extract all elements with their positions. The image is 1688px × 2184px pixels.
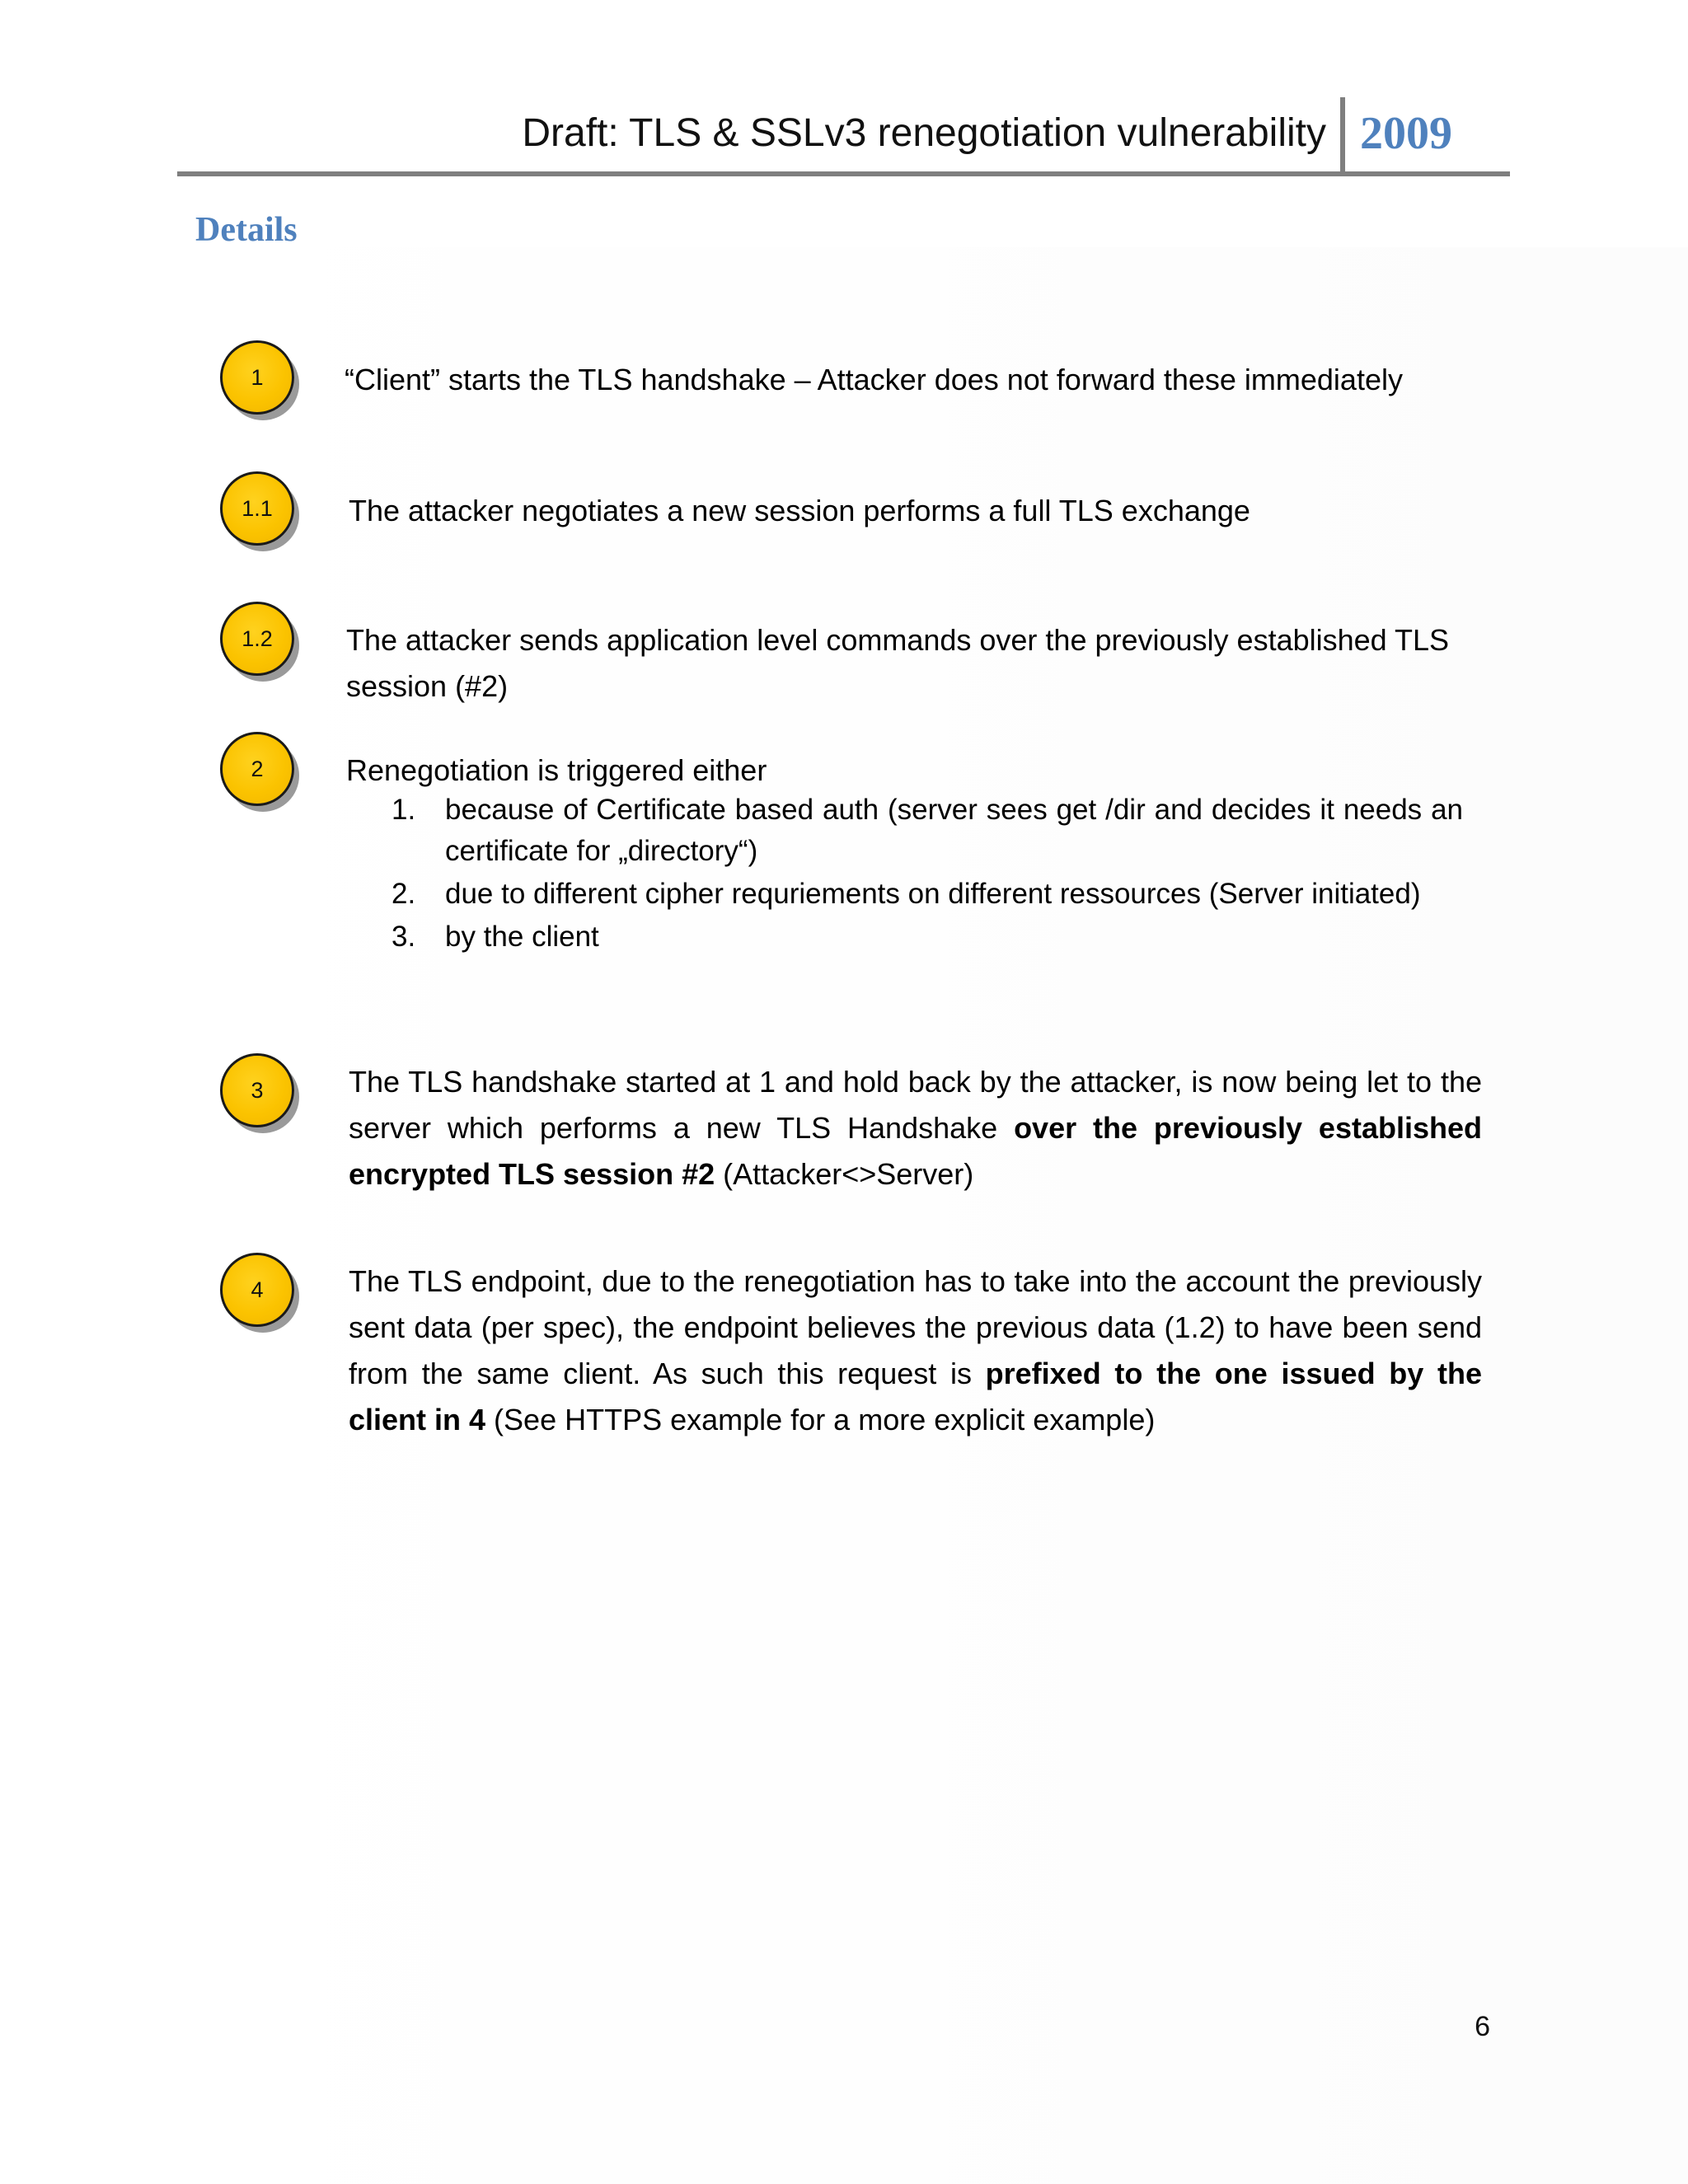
- step-badge-2: 2: [220, 732, 294, 806]
- list-item: [392, 790, 1463, 872]
- header-rule: [177, 171, 1510, 176]
- list-item-number: 3.: [392, 921, 416, 953]
- step-badge-1-2: 1.2: [220, 602, 294, 676]
- section-heading: Details: [195, 211, 298, 249]
- renegotiation-trigger-list: [392, 790, 1463, 959]
- list-item-text: by the client: [445, 921, 599, 953]
- page-background: [198, 247, 1688, 2184]
- list-item-number: 1.: [392, 794, 416, 826]
- document-title: Draft: TLS & SSLv3 renegotiation vulnerability: [522, 111, 1326, 155]
- step-4-text-part-b: (See HTTPS example for a more explicit example): [485, 1403, 1156, 1436]
- list-item: [392, 874, 1463, 915]
- step-badge-4: 4: [220, 1253, 294, 1327]
- step-4-text-part-a: The TLS endpoint, due to the renegotiation has to take into the account the previously sent data (per spec), the endpoint believes the previous data (1.2) to have been send from the same client. As such this request is: [349, 1264, 1482, 1390]
- page-number: 6: [1475, 2011, 1490, 2042]
- list-item-text: due to different cipher requriements on different ressources (Server initiated): [445, 878, 1421, 910]
- step-1-1-text: The attacker negotiates a new session performs a full TLS exchange: [349, 494, 1250, 527]
- document-year: 2009: [1360, 108, 1452, 159]
- step-badge-1-1: 1.1: [220, 471, 294, 546]
- header-divider: [1340, 97, 1345, 171]
- step-4-text-emphasis: prefixed to the one issued by the client in 4: [349, 1357, 1482, 1436]
- step-2-text: Renegotiation is triggered either: [346, 753, 767, 787]
- step-badge-3: 3: [220, 1053, 294, 1127]
- list-item-number: 2.: [392, 878, 416, 910]
- step-1-text: “Client” starts the TLS handshake – Attacker does not forward these immediately: [345, 363, 1403, 396]
- step-4-text: [349, 1258, 1482, 1443]
- step-3-text-part-b: (Attacker<>Server): [715, 1157, 974, 1191]
- step-badge-1: 1: [220, 340, 294, 415]
- step-3-text-part-a: The TLS handshake started at 1 and hold back by the attacker, is now being let to the server which performs a new TLS Handshake: [349, 1065, 1482, 1145]
- step-3-text: [349, 1059, 1482, 1197]
- page-header: [177, 91, 1510, 177]
- step-3-text-emphasis: over the previously established encrypted TLS session #2: [349, 1111, 1482, 1191]
- list-item: [392, 916, 1463, 958]
- step-1-2-text: The attacker sends application level commands over the previously established TLS session (#2): [346, 623, 1450, 703]
- list-item-text: because of Certificate based auth (server sees get /dir and decides it needs an certificate for „directory“): [445, 794, 1463, 867]
